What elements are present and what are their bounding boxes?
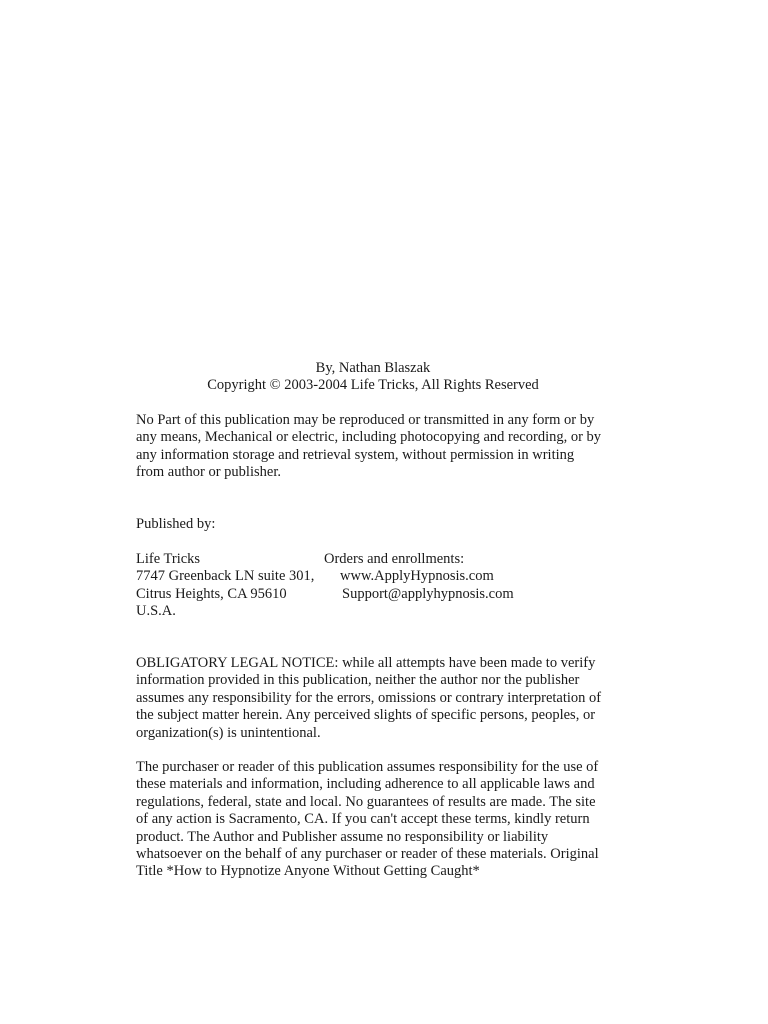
publisher-street: 7747 Greenback LN suite 301, [136,568,315,585]
publisher-name: Life Tricks [136,551,201,567]
purchaser-paragraph [136,759,636,881]
publisher-website: www.ApplyHypnosis.com [340,568,494,585]
support-email: Support@applyhypnosis.com [342,585,514,602]
address-row [136,568,636,585]
purchaser-line: regulations, federal, state and local. No guarantees of results are made. The site [136,793,596,810]
purchaser-line: of any action is Sacramento, CA. If you can't accept these terms, kindly return [136,811,590,828]
purchaser-line: these materials and information, including adherence to all applicable laws and [136,776,595,793]
address-row [136,586,636,603]
rights-line: any information storage and retrieval system, without permission in writing [136,446,575,463]
legal-notice-paragraph [136,655,636,742]
purchaser-line: Title *How to Hypnotize Anyone Without Getting Caught* [136,863,480,880]
author-line: By, Nathan Blaszak [315,360,431,376]
copyright-line: Copyright © 2003-2004 Life Tricks, All Rights Reserved [207,377,539,393]
address-row [136,551,636,568]
rights-paragraph [136,412,636,482]
legal-notice-line: information provided in this publication, neither the author nor the publisher [136,672,580,689]
legal-notice-line: the subject matter herein. Any perceived slights of specific persons, peoples, or [136,707,596,724]
legal-notice-line: organization(s) is unintentional. [136,724,321,741]
publisher-city: Citrus Heights, CA 95610 [136,585,287,602]
publisher-country: U.S.A. [136,603,176,620]
rights-line: from author or publisher. [136,464,281,481]
legal-notice-line: assumes any responsibility for the errors, omissions or contrary interpretation of [136,689,602,706]
rights-line: No Part of this publication may be reproduced or transmitted in any form or by [136,412,595,428]
address-row [136,603,636,620]
published-by-heading: Published by: [136,516,216,532]
rights-line: any means, Mechanical or electric, including photocopying and recording, or by [136,429,602,446]
purchaser-line: product. The Author and Publisher assume no responsibility or liability [136,828,549,845]
orders-heading: Orders and enrollments: [324,551,465,567]
purchaser-line: The purchaser or reader of this publication assumes responsibility for the use of [136,759,599,775]
purchaser-line: whatsoever on the behalf of any purchaser or reader of these materials. Original [136,846,599,863]
publisher-address-block [136,551,636,621]
legal-notice-line: OBLIGATORY LEGAL NOTICE: while all attempts have been made to verify [136,655,596,671]
